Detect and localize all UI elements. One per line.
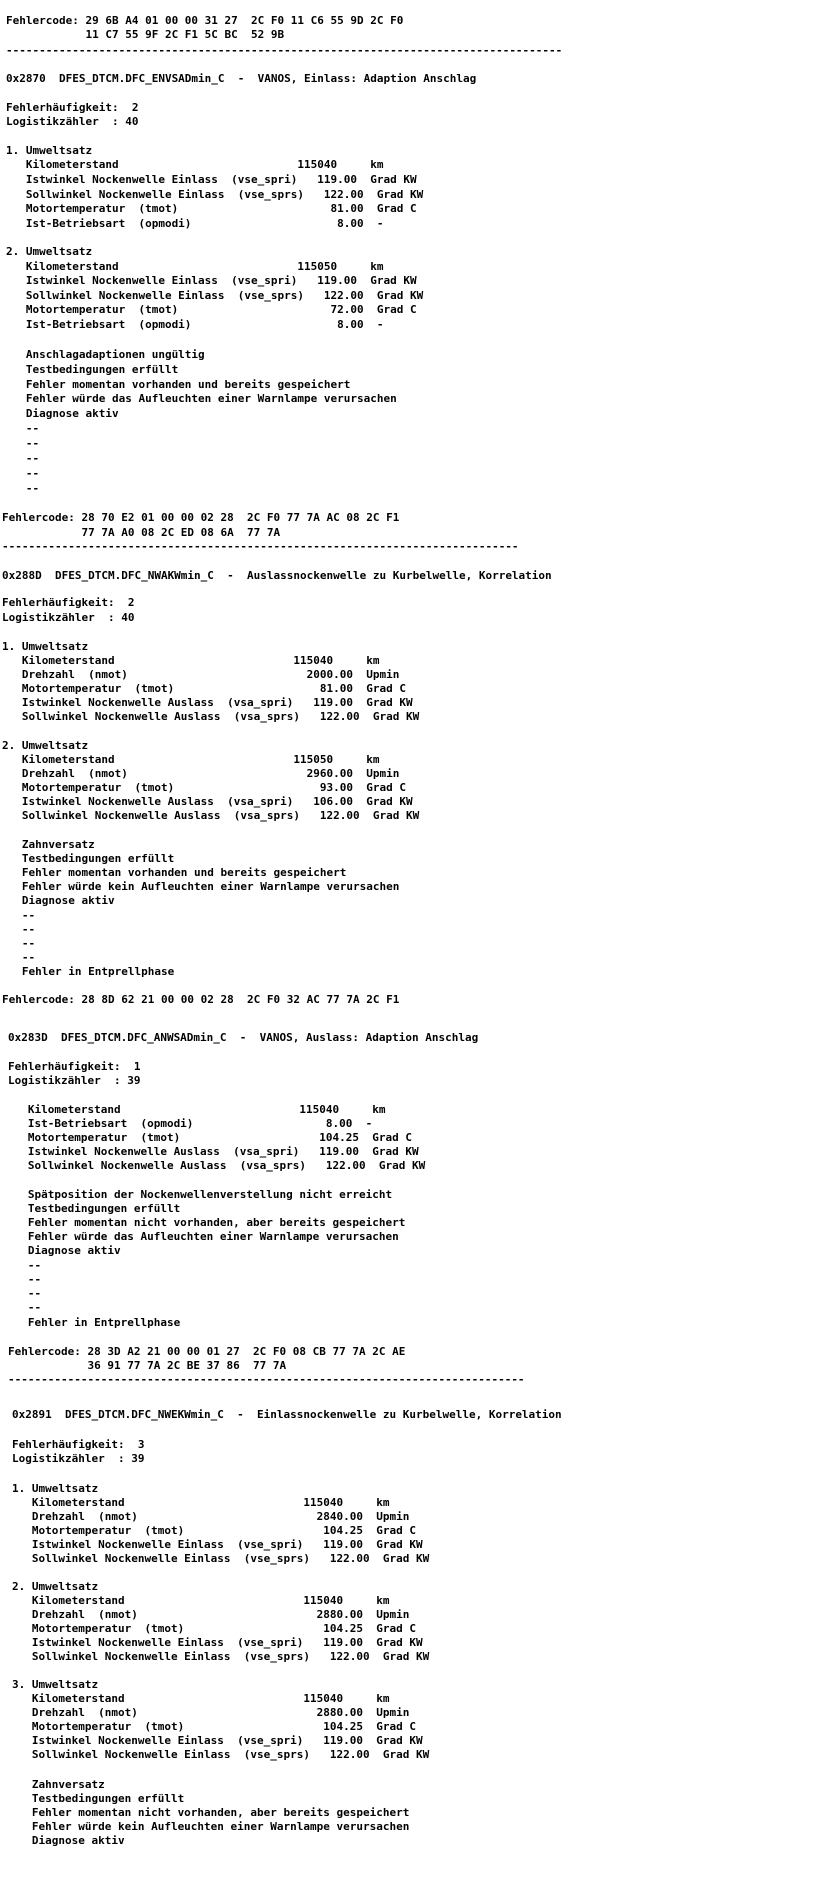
- environment-record-title: 1. Umweltsatz: [6, 144, 93, 157]
- text-line: Motortemperatur (tmot) 104.25 Grad C: [12, 1622, 416, 1635]
- text-line: Istwinkel Nockenwelle Einlass (vse_spri) 119.00 Grad KW: [12, 1636, 423, 1649]
- placeholder-dash: --: [2, 937, 36, 950]
- placeholder-dash: --: [6, 437, 40, 450]
- text-line: Fehler würde kein Aufleuchten einer Warnlampe verursachen: [12, 1820, 410, 1833]
- text-line: Ist-Betriebsart (opmodi) 8.00 -: [6, 318, 384, 331]
- text-line: Diagnose aktiv: [12, 1834, 125, 1847]
- text-line: Istwinkel Nockenwelle Auslass (vsa_spri) 119.00 Grad KW: [8, 1145, 419, 1158]
- text-line: Logistikzähler : 40: [2, 611, 135, 624]
- text-line: Kilometerstand 115040 km: [12, 1594, 390, 1607]
- environment-record-title: 1. Umweltsatz: [2, 640, 89, 653]
- dtc-header: 0x288D DFES_DTCM.DFC_NWAKWmin_C - Auslassnockenwelle zu Kurbelwelle, Korrelation: [2, 569, 552, 582]
- text-line: Istwinkel Nockenwelle Auslass (vsa_spri) 119.00 Grad KW: [2, 696, 413, 709]
- text-line: Kilometerstand 115040 km: [6, 158, 384, 171]
- text-line: 77 7A A0 08 2C ED 08 6A 77 7A: [2, 526, 281, 539]
- text-line: Kilometerstand 115040 km: [12, 1496, 390, 1509]
- dtc-header: 0x2891 DFES_DTCM.DFC_NWEKWmin_C - Einlassnockenwelle zu Kurbelwelle, Korrelation: [12, 1408, 562, 1421]
- placeholder-dash: --: [2, 923, 36, 936]
- text-line: Testbedingungen erfüllt: [12, 1792, 185, 1805]
- text-line: Fehler würde das Aufleuchten einer Warnlampe verursachen: [6, 392, 397, 405]
- text-line: Spätposition der Nockenwellenverstellung nicht erreicht: [8, 1188, 393, 1201]
- fault-code-line: Fehlercode: 29 6B A4 01 00 00 31 27 2C F0 11 C6 55 9D 2C F0: [6, 14, 404, 27]
- text-line: Fehler momentan nicht vorhanden, aber bereits gespeichert: [8, 1216, 406, 1229]
- text-line: Logistikzähler : 40: [6, 115, 139, 128]
- text-line: Fehler momentan vorhanden und bereits gespeichert: [6, 378, 351, 391]
- text-line: Fehlerhäufigkeit: 2: [6, 101, 139, 114]
- text-line: Logistikzähler : 39: [12, 1452, 145, 1465]
- text-line: Zahnversatz: [12, 1778, 105, 1791]
- text-line: Istwinkel Nockenwelle Einlass (vse_spri) 119.00 Grad KW: [12, 1734, 423, 1747]
- text-line: 36 91 77 7A 2C BE 37 86 77 7A: [8, 1359, 287, 1372]
- text-line: Istwinkel Nockenwelle Einlass (vse_spri) 119.00 Grad KW: [12, 1538, 423, 1551]
- text-line: Kilometerstand 115050 km: [2, 753, 380, 766]
- text-line: Sollwinkel Nockenwelle Einlass (vse_sprs) 122.00 Grad KW: [12, 1552, 430, 1565]
- placeholder-dash: --: [6, 482, 40, 495]
- environment-record-title: 2. Umweltsatz: [2, 739, 89, 752]
- placeholder-dash: --: [2, 951, 36, 964]
- text-line: Motortemperatur (tmot) 81.00 Grad C: [2, 682, 406, 695]
- text-line: Diagnose aktiv: [6, 407, 119, 420]
- text-line: Istwinkel Nockenwelle Auslass (vsa_spri) 106.00 Grad KW: [2, 795, 413, 808]
- text-line: Motortemperatur (tmot) 104.25 Grad C: [12, 1524, 416, 1537]
- environment-record-title: 3. Umweltsatz: [12, 1678, 99, 1691]
- text-line: Kilometerstand 115040 km: [2, 654, 380, 667]
- text-line: Drehzahl (nmot) 2000.00 Upmin: [2, 668, 400, 681]
- text-line: Fehlerhäufigkeit: 2: [2, 596, 135, 609]
- fault-code-line: Fehlercode: 28 3D A2 21 00 00 01 27 2C F0 08 CB 77 7A 2C AE: [8, 1345, 406, 1358]
- text-line: Ist-Betriebsart (opmodi) 8.00 -: [6, 217, 384, 230]
- text-line: Zahnversatz: [2, 838, 95, 851]
- text-line: Fehlerhäufigkeit: 3: [12, 1438, 145, 1451]
- text-line: Logistikzähler : 39: [8, 1074, 141, 1087]
- text-line: Istwinkel Nockenwelle Einlass (vse_spri) 119.00 Grad KW: [6, 274, 417, 287]
- text-line: Fehler in Entprellphase: [8, 1316, 181, 1329]
- placeholder-dash: --: [2, 909, 36, 922]
- text-line: Motortemperatur (tmot) 104.25 Grad C: [8, 1131, 412, 1144]
- text-line: Motortemperatur (tmot) 93.00 Grad C: [2, 781, 406, 794]
- text-line: Testbedingungen erfüllt: [2, 852, 175, 865]
- environment-record-title: 2. Umweltsatz: [12, 1580, 99, 1593]
- text-line: Fehler momentan vorhanden und bereits gespeichert: [2, 866, 347, 879]
- text-line: Fehler würde kein Aufleuchten einer Warnlampe verursachen: [2, 880, 400, 893]
- text-line: Ist-Betriebsart (opmodi) 8.00 -: [8, 1117, 373, 1130]
- text-line: Fehlerhäufigkeit: 1: [8, 1060, 141, 1073]
- text-line: Fehler in Entprellphase: [2, 965, 175, 978]
- text-line: Kilometerstand 115040 km: [12, 1692, 390, 1705]
- environment-record-title: 2. Umweltsatz: [6, 245, 93, 258]
- text-line: Sollwinkel Nockenwelle Einlass (vse_sprs) 122.00 Grad KW: [6, 188, 424, 201]
- separator-line: ------------------------------------------------------------------------------------: [6, 44, 563, 57]
- text-line: Kilometerstand 115040 km: [8, 1103, 386, 1116]
- text-line: Fehler momentan nicht vorhanden, aber bereits gespeichert: [12, 1806, 410, 1819]
- text-line: Testbedingungen erfüllt: [6, 363, 179, 376]
- environment-record-title: 1. Umweltsatz: [12, 1482, 99, 1495]
- text-line: Motortemperatur (tmot) 104.25 Grad C: [12, 1720, 416, 1733]
- text-line: Drehzahl (nmot) 2880.00 Upmin: [12, 1706, 410, 1719]
- text-line: Fehler würde das Aufleuchten einer Warnlampe verursachen: [8, 1230, 399, 1243]
- text-line: 11 C7 55 9F 2C F1 5C BC 52 9B: [6, 28, 285, 41]
- text-line: Sollwinkel Nockenwelle Auslass (vsa_sprs) 122.00 Grad KW: [8, 1159, 426, 1172]
- placeholder-dash: --: [8, 1259, 42, 1272]
- placeholder-dash: --: [8, 1287, 42, 1300]
- text-line: Drehzahl (nmot) 2840.00 Upmin: [12, 1510, 410, 1523]
- dtc-header: 0x2870 DFES_DTCM.DFC_ENVSADmin_C - VANOS, Einlass: Adaption Anschlag: [6, 72, 477, 85]
- placeholder-dash: --: [6, 452, 40, 465]
- text-line: Sollwinkel Nockenwelle Einlass (vse_sprs) 122.00 Grad KW: [12, 1650, 430, 1663]
- text-line: Sollwinkel Nockenwelle Auslass (vsa_sprs) 122.00 Grad KW: [2, 809, 420, 822]
- text-line: Drehzahl (nmot) 2880.00 Upmin: [12, 1608, 410, 1621]
- fault-code-line: Fehlercode: 28 8D 62 21 00 00 02 28 2C F0 32 AC 77 7A 2C F1: [2, 993, 400, 1006]
- placeholder-dash: --: [6, 467, 40, 480]
- text-line: Kilometerstand 115050 km: [6, 260, 384, 273]
- text-line: Diagnose aktiv: [2, 894, 115, 907]
- text-line: Motortemperatur (tmot) 81.00 Grad C: [6, 202, 417, 215]
- separator-line: ------------------------------------------------------------------------------: [2, 540, 519, 553]
- text-line: Testbedingungen erfüllt: [8, 1202, 181, 1215]
- text-line: Sollwinkel Nockenwelle Auslass (vsa_sprs) 122.00 Grad KW: [2, 710, 420, 723]
- text-line: Sollwinkel Nockenwelle Einlass (vse_sprs) 122.00 Grad KW: [6, 289, 424, 302]
- placeholder-dash: --: [6, 422, 40, 435]
- text-line: Istwinkel Nockenwelle Einlass (vse_spri) 119.00 Grad KW: [6, 173, 417, 186]
- text-line: Sollwinkel Nockenwelle Einlass (vse_sprs) 122.00 Grad KW: [12, 1748, 430, 1761]
- dtc-header: 0x283D DFES_DTCM.DFC_ANWSADmin_C - VANOS, Auslass: Adaption Anschlag: [8, 1031, 479, 1044]
- separator-line: ------------------------------------------------------------------------------: [8, 1373, 525, 1386]
- placeholder-dash: --: [8, 1301, 42, 1314]
- text-line: Diagnose aktiv: [8, 1244, 121, 1257]
- fault-code-line: Fehlercode: 28 70 E2 01 00 00 02 28 2C F0 77 7A AC 08 2C F1: [2, 511, 400, 524]
- text-line: Drehzahl (nmot) 2960.00 Upmin: [2, 767, 400, 780]
- text-line: Motortemperatur (tmot) 72.00 Grad C: [6, 303, 417, 316]
- placeholder-dash: --: [8, 1273, 42, 1286]
- text-line: Anschlagadaptionen ungültig: [6, 348, 205, 361]
